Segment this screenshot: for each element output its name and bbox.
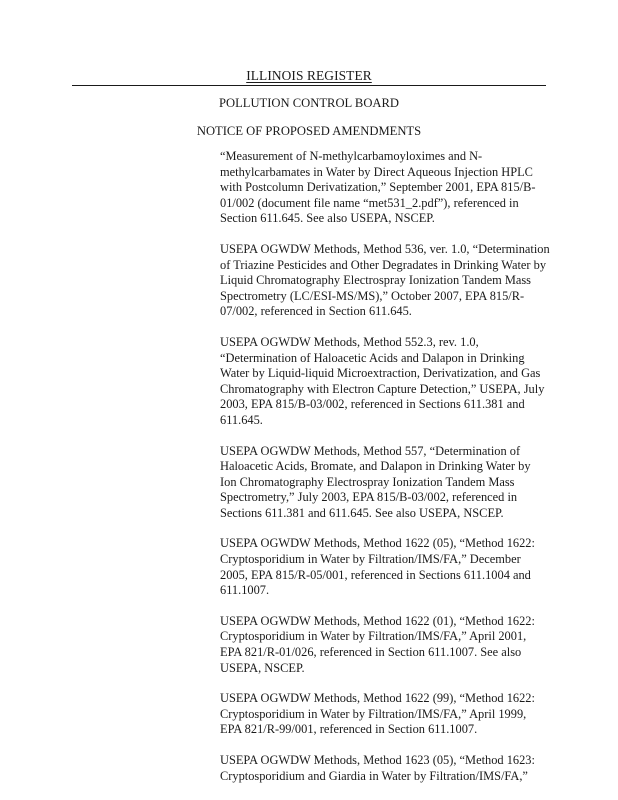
- reference-entry: USEPA OGWDW Methods, Method 557, “Determination of Haloacetic Acids, Bromate, and Dalapon in Drinking Water by Ion Chromatography Electrospray Ionization Tandem Mass Spectrometry,” July 2003, EPA 815/B-03/002, referenced in Sections 611.381 and 611.645. See also USEPA, NSCEP.: [220, 443, 531, 520]
- reference-entry: USEPA OGWDW Methods, Method 536, ver. 1.0, “Determination of Triazine Pesticides and Other Degradates in Drinking Water by Liquid Chromatography Electrospray Ionization Tandem Mass Spectrometry (LC/ESI-MS/MS),” October 2007, EPA 815/R-07/002, referenced in Section 611.645.: [220, 241, 550, 319]
- reference-list: [220, 149, 550, 799]
- reference-entry: USEPA OGWDW Methods, Method 1622 (99), “Method 1622: Cryptosporidium in Water by Filtration/IMS/FA,” April 1999, EPA 821/R-99/001, referenced in Section 611.1007.: [220, 691, 535, 737]
- reference-entry: USEPA OGWDW Methods, Method 1622 (01), “Method 1622: Cryptosporidium in Water by Filtration/IMS/FA,” April 2001, EPA 821/R-01/026, referenced in Section 611.1007. See also USEPA, NSCEP.: [220, 613, 535, 675]
- reference-entry: “Measurement of N-methylcarbamoyloximes and N-methylcarbamates in Water by Direct Aqueous Injection HPLC with Postcolumn Derivatization,” September 2001, EPA 815/B-01/002 (document file name “met531_2.pdf”), referenced in Section 611.645. See also USEPA, NSCEP.: [220, 149, 536, 226]
- register-title: ILLINOIS REGISTER: [246, 68, 372, 83]
- reference-entry: USEPA OGWDW Methods, Method 1623 (05), “Method 1623: Cryptosporidium and Giardia in Water by Filtration/IMS/FA,”: [220, 753, 535, 783]
- reference-entry: USEPA OGWDW Methods, Method 1622 (05), “Method 1622: Cryptosporidium in Water by Filtration/IMS/FA,” December 2005, EPA 815/R-05/001, referenced in Sections 611.1004 and 611.1007.: [220, 536, 535, 598]
- reference-entry: USEPA OGWDW Methods, Method 552.3, rev. 1.0, “Determination of Haloacetic Acids and Dalapon in Drinking Water by Liquid-liquid Microextraction, Derivatization, and Gas Chromatography with Electron Capture Detection,” USEPA, July 2003, EPA 815/B-03/002, referenced in Sections 611.381 and 611.645.: [220, 334, 545, 427]
- header-rule: [72, 85, 546, 86]
- notice-heading: NOTICE OF PROPOSED AMENDMENTS: [196, 124, 422, 138]
- agency-heading: POLLUTION CONTROL BOARD: [218, 96, 400, 110]
